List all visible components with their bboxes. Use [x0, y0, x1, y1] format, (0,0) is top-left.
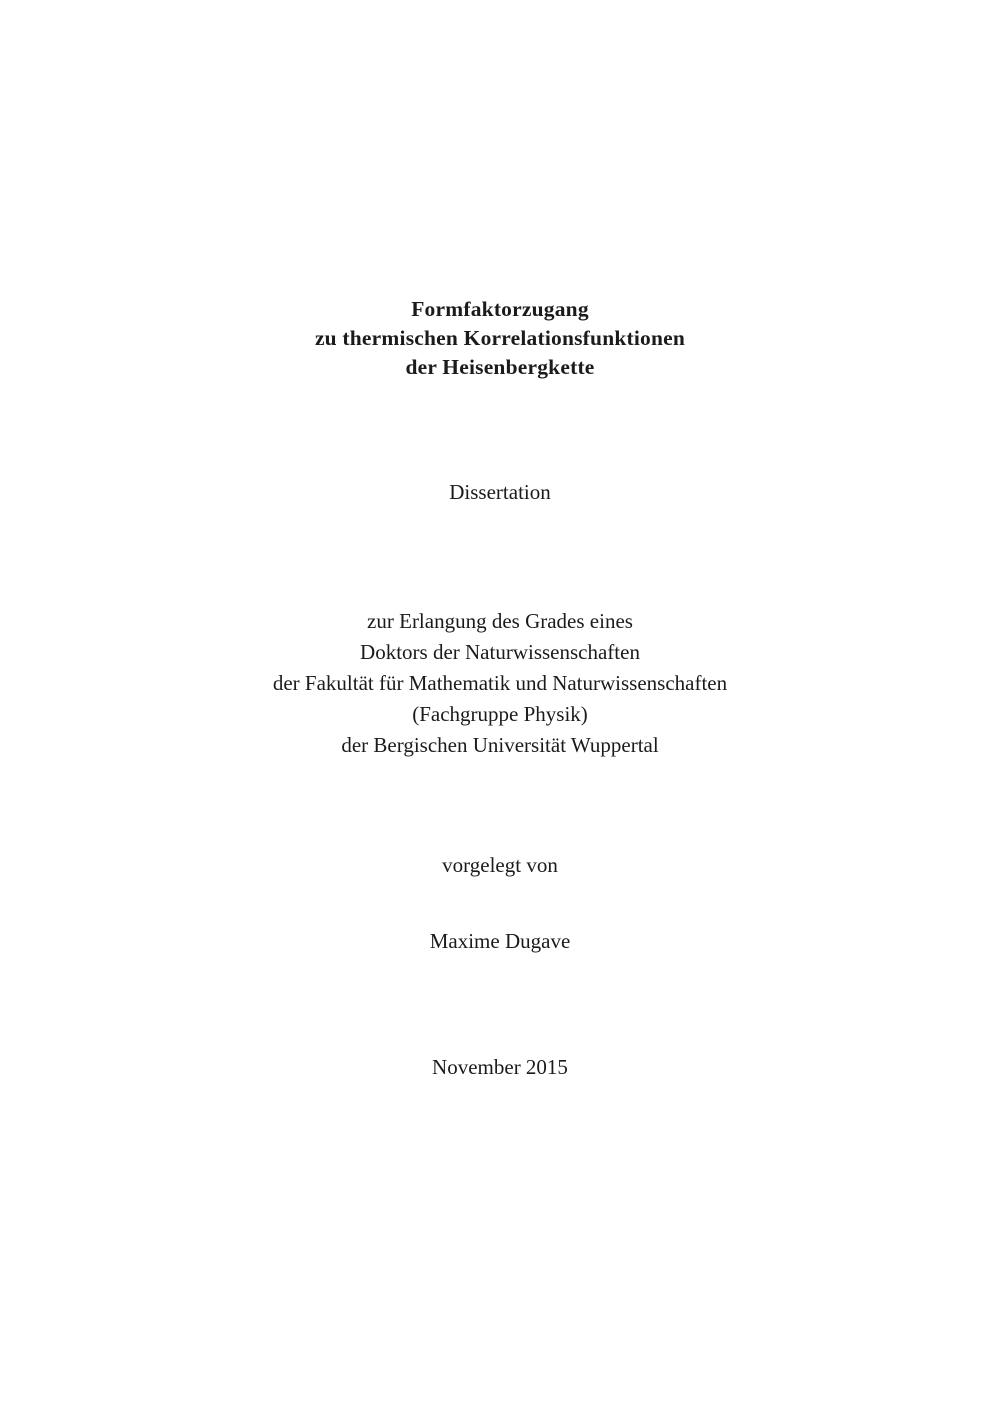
degree-line-1: zur Erlangung des Grades eines	[367, 609, 633, 633]
degree-line-4: (Fachgruppe Physik)	[412, 702, 588, 726]
author-name: Maxime Dugave	[429, 929, 571, 953]
degree-line-2: Doktors der Naturwissenschaften	[360, 640, 640, 664]
submitted-by-label: vorgelegt von	[442, 853, 558, 877]
document-type-label: Dissertation	[449, 480, 551, 504]
degree-statement-block	[0, 606, 1000, 761]
degree-line-3: der Fakultät für Mathematik und Naturwissenschaften	[272, 671, 728, 695]
publication-date: November 2015	[432, 1055, 568, 1079]
title-block	[0, 295, 1000, 382]
title-line-2: zu thermischen Korrelationsfunktionen	[314, 326, 686, 350]
title-line-3: der Heisenbergkette	[405, 355, 595, 379]
degree-line-5: der Bergischen Universität Wuppertal	[341, 733, 659, 757]
title-line-1: Formfaktorzugang	[411, 297, 589, 321]
